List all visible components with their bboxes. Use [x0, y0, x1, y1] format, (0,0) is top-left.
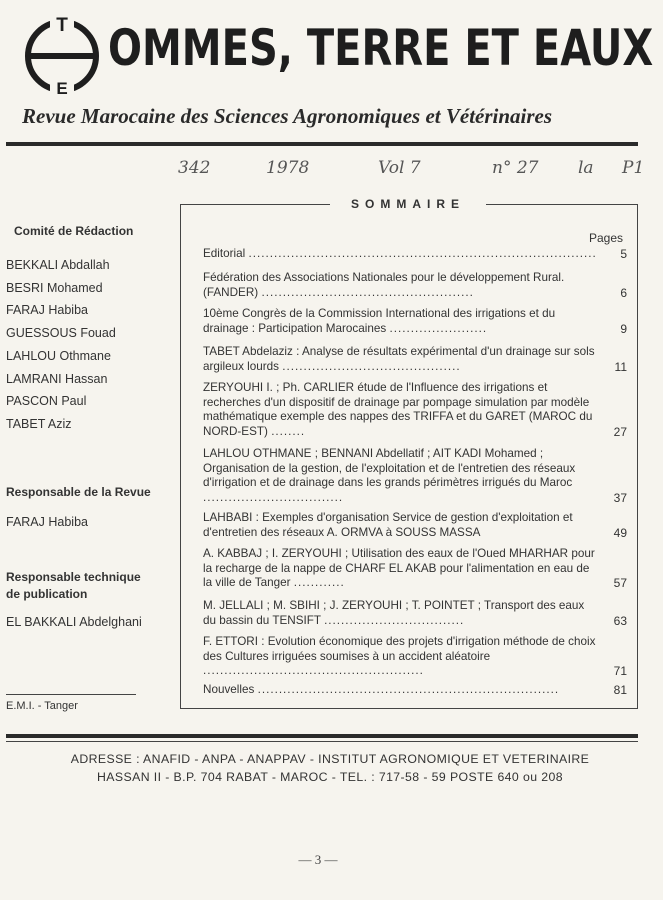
entry-text: ZERYOUHI I. ; Ph. CARLIER étude de l'Influence des irrigations et recherches d'un dispositif de drainage par pompage simulation par modèle mathématique exemple des nappes des TRIFFA et du GARET (MAROC du NORD-EST): [203, 381, 593, 438]
entry-page: 5: [620, 247, 627, 261]
contents-entry[interactable]: 10ème Congrès de la Commission International des irrigations et du drainage : Participation Marocaines ....................... 9: [203, 307, 627, 336]
entry-page: 81: [613, 683, 627, 697]
entry-text: LAHBABI : Exemples d'organisation Service de gestion d'exploitation et d'entretien des réseaux A. ORMVA à SOUSS MASSA: [203, 511, 573, 539]
entry-page: 11: [614, 359, 627, 374]
footer-rule-top: [6, 734, 638, 738]
committee-member: BEKKALI Abdallah: [6, 258, 110, 272]
handwritten-note: n° 27: [492, 158, 539, 178]
printer-name: E.M.I. - Tanger: [6, 700, 78, 712]
entry-page: 37: [613, 490, 627, 505]
handwritten-note: 342: [178, 158, 211, 178]
contents-box: [180, 204, 638, 709]
entry-page: 49: [613, 525, 627, 540]
contents-entry[interactable]: Nouvelles ....................................................................... 81: [203, 683, 627, 697]
committee-member: LAHLOU Othmane: [6, 348, 111, 363]
entry-page: 71: [613, 664, 627, 678]
handwritten-note: 1978: [266, 158, 310, 178]
journal-subtitle: Revue Marocaine des Sciences Agronomiques et Vétérinaires: [22, 104, 553, 128]
entry-text: TABET Abdelaziz : Analyse de résultats expérimental d'un drainage sur sols argileux lourds: [203, 345, 595, 373]
entry-page: 57: [613, 576, 627, 590]
entry-text: A. KABBAJ ; I. ZERYOUHI ; Utilisation des eaux de l'Oued MHARHAR pour la recharge de la nappe de CHARF EL AKAB pour l'alimentation en eau de la ville de Tanger: [203, 547, 595, 589]
contents-entry[interactable]: Editorial .................................................................................. 5: [203, 247, 627, 261]
entry-text: Fédération des Associations Nationales pour le développement Rural. (FANDER): [203, 271, 565, 299]
entry-page: 63: [613, 613, 627, 628]
address-line: HASSAN II - B.P. 704 RABAT - MAROC - TEL. : 717-58 - 59 POSTE 640 ou 208: [97, 770, 563, 784]
contents-entry[interactable]: A. KABBAJ ; I. ZERYOUHI ; Utilisation des eaux de l'Oued MHARHAR pour la recharge de la nappe de CHARF EL AKAB pour l'alimentation en eau de la ville de Tanger ............ 57: [203, 547, 627, 590]
committee-list: [6, 254, 116, 436]
pages-label: Pages: [588, 231, 623, 245]
handwritten-note: P1: [622, 158, 645, 178]
header-rule: [6, 142, 638, 146]
logo-letter-e: E: [56, 79, 68, 96]
contents-entry[interactable]: F. ETTORI : Evolution économique des projets d'irrigation méthode de choix des Cultures irriguées soumises à un accident aléatoire .................................................... 71: [203, 635, 627, 678]
entry-text: M. JELLALI ; M. SBIHI ; J. ZERYOUHI ; T. POINTET ; Transport des eaux du bassin du TENSIFT: [203, 599, 585, 627]
committee-member: BESRI Mohamed: [6, 280, 103, 295]
sidebar-divider: [6, 694, 136, 695]
handwritten-annotation: [170, 158, 650, 184]
entry-text: F. ETTORI : Evolution économique des projets d'irrigation méthode de choix des Cultures irriguées soumises à un accident aléatoire: [203, 635, 596, 663]
entry-page: 6: [620, 285, 627, 300]
journal-logo: [24, 12, 104, 96]
committee-member: LAMRANI Hassan: [6, 371, 108, 386]
contents-entry[interactable]: TABET Abdelaziz : Analyse de résultats expérimental d'un drainage sur sols argileux lourds .......................................... 11: [203, 345, 627, 374]
entry-text: LAHLOU OTHMANE ; BENNANI Abdellatif ; AIT KADI Mohamed ; Organisation de la gestion, de l'exploitation et de l'entretien des réseaux d'irrigation et de drainage dans les grands périmètres irrigués du Maroc: [203, 447, 576, 489]
logo-letter-t: T: [56, 15, 68, 36]
committee-member: FARAJ Habiba: [6, 303, 88, 318]
committee-member: PASCON Paul: [6, 394, 87, 409]
responsible-heading: Responsable de la Revue: [6, 485, 151, 499]
contents-entry[interactable]: M. JELLALI ; M. SBIHI ; J. ZERYOUHI ; T. POINTET ; Transport des eaux du bassin du TENSIFT ................................. 63: [203, 599, 627, 628]
committee-heading-text: Comité de Rédaction: [14, 224, 134, 238]
technical-heading: Responsable technique de publication: [6, 570, 141, 601]
entry-text: Nouvelles: [203, 683, 255, 696]
entry-page: 27: [613, 424, 627, 439]
responsible-name: FARAJ Habiba: [6, 515, 88, 529]
footer-rule-thin: [6, 741, 638, 742]
contents-entry[interactable]: ZERYOUHI I. ; Ph. CARLIER étude de l'Influence des irrigations et recherches d'un dispositif de drainage par pompage simulation par modèle mathématique exemple des nappes des TRIFFA et du GARET (MAROC du NORD-EST) ........ 27: [203, 381, 627, 439]
committee-heading: [14, 224, 133, 238]
committee-member: GUESSOUS Fouad: [6, 326, 116, 341]
contents-entry[interactable]: [203, 511, 627, 540]
entry-page: 9: [620, 321, 627, 336]
address-line: ADRESSE : ANAFID - ANPA - ANAPPAV - INSTITUT AGRONOMIQUE ET VETERINAIRE: [70, 752, 590, 766]
journal-title: OMMES, TERRE ET EAUX: [108, 20, 654, 78]
page-number: — 3 —: [298, 852, 338, 867]
handwritten-note: la: [578, 158, 594, 178]
technical-name: EL BAKKALI Abdelghani: [6, 615, 142, 629]
handwritten-note: Vol 7: [378, 158, 421, 178]
entry-text: Editorial: [203, 247, 246, 260]
contents-heading: SOMMAIRE: [330, 197, 486, 211]
committee-member: TABET Aziz: [6, 416, 72, 431]
contents-entry[interactable]: Fédération des Associations Nationales pour le développement Rural. (FANDER) .................................................. 6: [203, 271, 627, 300]
contents-entry[interactable]: LAHLOU OTHMANE ; BENNANI Abdellatif ; AIT KADI Mohamed ; Organisation de la gestion, de l'exploitation et de l'entretien des réseaux d'irrigation et de drainage dans les grands périmètres irrigués du Maroc ................................. 37: [203, 447, 627, 505]
entry-text: 10ème Congrès de la Commission International des irrigations et du drainage : Participation Marocaines: [203, 307, 556, 335]
